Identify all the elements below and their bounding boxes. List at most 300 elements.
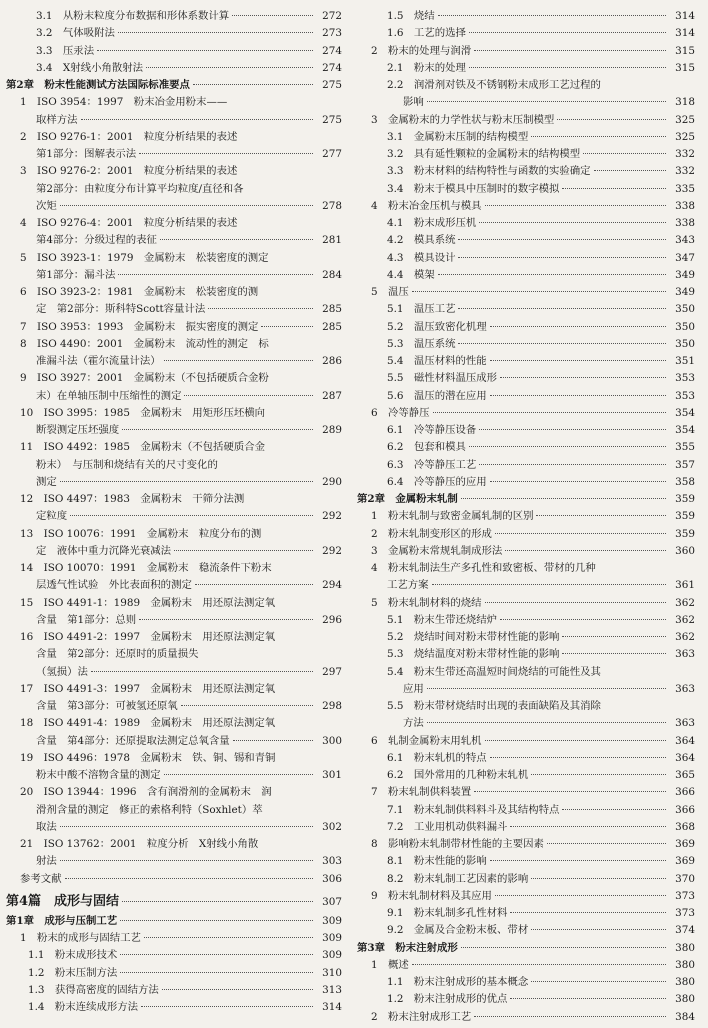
toc-entry-title (20, 284, 316, 319)
toc-entry-title (387, 267, 669, 284)
toc-entry-title (20, 439, 316, 491)
toc-entry-line (20, 802, 316, 819)
toc-entry-title (20, 836, 316, 871)
toc-page-number: 309 (322, 932, 342, 944)
toc-entry-title (20, 94, 316, 129)
toc-entry-text: 9.2 金属及合金粉末板、带材 (387, 924, 529, 937)
toc-entry-title (387, 129, 669, 146)
toc-entry (357, 905, 695, 922)
toc-entry (357, 129, 695, 146)
toc-page-number: 358 (675, 475, 695, 488)
toc-entry-text: 含量 第1部分：总则 (36, 613, 137, 626)
toc-entry-line (6, 891, 316, 913)
toc-entry (357, 370, 695, 387)
toc-entry-text: 6.1 粉末轧机的特点 (387, 751, 487, 764)
toc-entry-line (20, 577, 316, 594)
dot-leader (60, 860, 313, 861)
toc-entry-text: 12 ISO 4497：1983 金属粉末 干筛分法测 (20, 493, 245, 505)
toc-entry (6, 94, 342, 129)
dot-leader (531, 774, 666, 775)
dot-leader (118, 274, 313, 275)
toc-entry (357, 871, 695, 888)
toc-entry (357, 198, 695, 215)
dot-leader (193, 84, 313, 85)
toc-page-number: 332 (675, 148, 695, 160)
toc-entry-line (28, 965, 316, 982)
toc-entry-text: 第1部分：图解表示法 (36, 148, 137, 160)
toc-entry-title (36, 25, 316, 42)
toc-entry-title (387, 319, 669, 336)
dot-leader (485, 602, 666, 603)
toc-entry-line (357, 940, 669, 957)
toc-entry (357, 767, 695, 784)
toc-entry-title (371, 888, 669, 905)
dot-leader (458, 239, 666, 240)
toc-entry-title (20, 163, 316, 215)
toc-entry (6, 871, 342, 888)
toc-entry-title (28, 982, 316, 999)
toc-entry-text: 3 金属粉末常规轧制成形法 (371, 544, 503, 557)
toc-entry (6, 560, 342, 595)
dot-leader (469, 32, 666, 33)
toc-entry (6, 999, 342, 1016)
dot-leader (531, 878, 666, 879)
toc-entry-text: 5.1 温压工艺 (387, 303, 456, 316)
toc-entry (6, 681, 342, 716)
toc-entry (357, 508, 695, 525)
toc-entry-line (20, 491, 316, 508)
dot-leader (490, 326, 666, 327)
toc-entry-title (387, 232, 669, 249)
toc-entry-line (371, 733, 669, 750)
toc-entry (6, 750, 342, 785)
toc-entry-line (387, 94, 669, 111)
toc-entry-text: 8 ISO 4490：2001 金属粉末 流动性的测定 标 (20, 337, 269, 350)
toc-entry-line (371, 836, 669, 853)
toc-entry (357, 991, 695, 1008)
toc-entry-text: 3.1 金属粉末压制的结构模型 (387, 130, 529, 143)
toc-entry-title (387, 646, 669, 663)
toc-entry-text: 1.6 工艺的选择 (387, 27, 466, 40)
toc-page-number: 349 (675, 268, 695, 281)
toc-entry-title (20, 370, 316, 405)
toc-page-number: 298 (322, 700, 342, 712)
toc-entry (357, 77, 695, 112)
toc-entry (357, 595, 695, 612)
toc-entry-text: 粉末） 与压制和烧结有关的尺寸变化的 (36, 458, 218, 471)
toc-entry-text: 4.1 粉末成形压机 (387, 217, 477, 229)
toc-page-number: 292 (322, 510, 342, 523)
toc-entry (357, 353, 695, 370)
toc-entry-text: 3.2 气体吸附法 (36, 27, 115, 40)
toc-entry-line (387, 664, 669, 681)
toc-entry-title (357, 940, 669, 957)
toc-entry-title (387, 422, 669, 439)
toc-entry-title (20, 595, 316, 630)
toc-entry-line (371, 43, 669, 60)
toc-entry-title (371, 112, 669, 129)
dot-leader (505, 550, 666, 551)
toc-entry-line (387, 388, 669, 405)
toc-entry-text: 9.1 粉末轧制多孔性材料 (387, 907, 508, 919)
toc-entry (357, 457, 695, 474)
toc-page-number: 349 (675, 286, 695, 298)
toc-page-number: 359 (675, 510, 695, 523)
toc-entry-title (387, 163, 669, 180)
dot-leader (474, 50, 666, 51)
toc-page-number: 273 (322, 27, 342, 40)
toc-entry-title (20, 129, 316, 164)
toc-entry-text: 4 ISO 9276-4：2001 粒度分析结果的表述 (20, 217, 238, 229)
toc-entry-line (387, 853, 669, 870)
toc-page-number: 278 (322, 199, 342, 212)
toc-entry-title (20, 715, 316, 750)
toc-entry-line (371, 577, 669, 594)
dot-leader (479, 429, 666, 430)
toc-entry-text: 18 ISO 4491-4：1989 金属粉末 用还原法测定氧 (20, 717, 276, 730)
toc-entry-title (36, 43, 316, 60)
toc-entry-title (387, 301, 669, 318)
toc-entry (357, 784, 695, 801)
toc-entry (357, 146, 695, 163)
toc-entry-text: 20 ISO 13944：1996 含有润滑剂的金属粉末 润 (20, 786, 272, 799)
toc-entry-line (371, 1009, 669, 1026)
toc-entry (357, 8, 695, 25)
toc-entry-line (371, 560, 669, 577)
toc-page-number: 325 (675, 113, 695, 126)
toc-entry-title (20, 871, 316, 888)
toc-entry-title (387, 250, 669, 267)
dot-leader (531, 981, 666, 982)
toc-entry (6, 336, 342, 371)
toc-entry-title (387, 853, 669, 870)
toc-entry-text: 2 粉末注射成形工艺 (371, 1010, 472, 1023)
dot-leader (118, 32, 313, 33)
toc-page-number: 361 (675, 579, 695, 592)
toc-entry-text: 9 粉末轧制材料及其应用 (371, 889, 492, 902)
toc-entry (6, 629, 342, 681)
dot-leader (60, 826, 313, 827)
toc-entry-text: 方法 (403, 717, 424, 730)
toc-part (6, 891, 342, 913)
toc-entry-line (20, 112, 316, 129)
toc-entry-title (20, 930, 316, 947)
toc-entry-text: 第1部分：漏斗法 (36, 268, 116, 281)
toc-entry (357, 284, 695, 301)
toc-entry-text: 1 粉末的成形与固结工艺 (20, 932, 141, 944)
toc-page-number: 338 (675, 217, 695, 229)
toc-entry-title (371, 198, 669, 215)
toc-entry-line (20, 543, 316, 560)
toc-entry-line (20, 163, 316, 180)
dot-leader (412, 291, 666, 292)
toc-entry-line (20, 698, 316, 715)
toc-entry-text: 5.3 烧结温度对粉末带材性能的影响 (387, 648, 560, 661)
dot-leader (184, 395, 313, 396)
toc-entry (357, 836, 695, 853)
toc-page-number: 363 (675, 648, 695, 661)
toc-entry-line (387, 370, 669, 387)
toc-entry-title (387, 698, 669, 733)
toc-entry-line (20, 336, 316, 353)
toc-page-number: 314 (675, 10, 695, 22)
toc-page-number: 351 (675, 355, 695, 367)
toc-entry-title (36, 60, 316, 77)
toc-entry-title (387, 215, 669, 232)
toc-entry-title (387, 77, 669, 112)
toc-entry-line (387, 319, 669, 336)
toc-entry-title (371, 405, 669, 422)
toc-page-number: 369 (675, 855, 695, 868)
toc-entry-line (20, 930, 316, 947)
toc-entry-text: 2.2 润滑剂对铁及不锈钢粉末成形工艺过程的 (387, 79, 601, 91)
toc-entry-line (20, 560, 316, 577)
toc-entry-text: 7.1 粉末轧制供料料斗及其结构特点 (387, 803, 560, 816)
dot-leader (433, 412, 666, 413)
toc-entry-text: 6.3 冷等静压工艺 (387, 458, 477, 471)
toc-entry (357, 543, 695, 560)
toc-entry-text: 6.4 冷等静压的应用 (387, 475, 487, 488)
toc-entry-text: 工艺方案 (387, 579, 429, 592)
dot-leader (181, 705, 313, 706)
dot-leader (232, 15, 313, 16)
toc-entry-title (371, 595, 669, 612)
toc-entry-line (371, 526, 669, 543)
toc-page-number: 309 (322, 914, 342, 927)
toc-entry-line (20, 405, 316, 422)
toc-entry-title (20, 215, 316, 250)
toc-page-number: 296 (322, 613, 342, 626)
toc-entry-title (387, 474, 669, 491)
dot-leader (81, 119, 313, 120)
toc-entry-title (20, 526, 316, 561)
toc-entry-line (387, 819, 669, 836)
toc-entry-text: 9 ISO 3927：2001 金属粉末（不包括硬质合金粉 (20, 372, 269, 385)
toc-entry-line (20, 388, 316, 405)
toc-entry-text: 1 ISO 3954：1997 粉末冶金用粉末—— (20, 96, 228, 109)
toc-page-number: 277 (322, 148, 342, 160)
toc-entry-text: 次矩 (36, 199, 57, 212)
toc-entry (357, 612, 695, 629)
toc-entry-text: 5.1 粉末生带还烧结炉 (387, 613, 498, 626)
dot-leader (60, 481, 313, 482)
toc-entry-text: 2 粉末轧制变形区的形成 (371, 527, 492, 540)
toc-entry-title (6, 913, 316, 930)
toc-entry-text: 5.2 温压致密化机理 (387, 320, 487, 333)
toc-entry-text: 8.2 粉末轧制工艺因素的影响 (387, 872, 529, 885)
toc-page-number: 374 (675, 924, 695, 937)
toc-entry (6, 439, 342, 491)
toc-entry-title (387, 146, 669, 163)
toc-page-number: 380 (675, 958, 695, 971)
dot-leader (120, 954, 313, 955)
toc-page-number: 343 (675, 234, 695, 247)
toc-entry (6, 965, 342, 982)
toc-entry (6, 405, 342, 440)
toc-entry (6, 526, 342, 561)
toc-entry-line (387, 750, 669, 767)
toc-entry-title (20, 250, 316, 285)
toc-page-number: 363 (675, 682, 695, 695)
toc-entry (357, 1009, 695, 1026)
toc-entry (357, 232, 695, 249)
toc-page-number: 307 (322, 895, 342, 908)
toc-entry-line (20, 94, 316, 111)
dot-leader (141, 1006, 313, 1007)
toc-column-left (6, 8, 342, 1016)
toc-entry-line (387, 146, 669, 163)
toc-page-number: 303 (322, 855, 342, 868)
toc-entry-line (371, 405, 669, 422)
toc-entry-text: 影响 (403, 96, 424, 109)
toc-entry-text: 3 ISO 9276-2：2001 粒度分析结果的表述 (20, 165, 238, 178)
toc-entry-title (20, 560, 316, 595)
dot-leader (122, 901, 313, 902)
toc-chapter (6, 77, 342, 94)
toc-entry (6, 982, 342, 999)
toc-entry-text: 4.3 模具设计 (387, 251, 456, 264)
toc-entry-text: 取法 (36, 820, 57, 833)
toc-entry-line (20, 198, 316, 215)
toc-entry-line (387, 922, 669, 939)
toc-entry-line (387, 163, 669, 180)
toc-entry (357, 181, 695, 198)
toc-entry-line (387, 767, 669, 784)
dot-leader (438, 15, 666, 16)
toc-entry (6, 784, 342, 836)
toc-page-number: 314 (675, 27, 695, 40)
toc-entry-line (6, 77, 316, 94)
toc-entry-text: 参考文献 (20, 872, 62, 885)
dot-leader (233, 740, 313, 741)
toc-entry-title (20, 784, 316, 836)
dot-leader (490, 860, 666, 861)
toc-entry-text: 6.1 冷等静压设备 (387, 424, 477, 436)
toc-page-number: 332 (675, 165, 695, 178)
toc-page-number: 294 (322, 579, 342, 592)
dot-leader (146, 67, 313, 68)
toc-entry (357, 163, 695, 180)
toc-entry-text: 4.2 模具系统 (387, 234, 456, 247)
toc-page-number: 384 (675, 1010, 695, 1023)
toc-entry-text: 1.2 粉末压制方法 (28, 966, 118, 979)
toc-entry-line (387, 681, 669, 698)
toc-entry-line (20, 353, 316, 370)
toc-entry-line (387, 871, 669, 888)
toc-page-number: 286 (322, 355, 342, 367)
toc-entry (357, 888, 695, 905)
toc-page-number: 366 (675, 803, 695, 816)
dot-leader (495, 895, 666, 896)
toc-entry-title (371, 836, 669, 853)
toc-entry-title (387, 439, 669, 456)
toc-entry-line (20, 284, 316, 301)
toc-entry-text: 2 粉末的处理与润滑 (371, 44, 472, 57)
toc-entry-line (28, 999, 316, 1016)
toc-entry-line (371, 595, 669, 612)
toc-page-number: 297 (322, 665, 342, 678)
dot-leader (195, 584, 313, 585)
toc-entry (357, 319, 695, 336)
toc-column-right (357, 8, 695, 1026)
toc-entry-text: 断裂测定压坯强度 (36, 424, 120, 436)
toc-entry-line (28, 947, 316, 964)
toc-entry-line (387, 250, 669, 267)
toc-page-number: 289 (322, 424, 342, 436)
toc-entry-line (387, 629, 669, 646)
toc-page-number: 350 (675, 337, 695, 350)
toc-page-number: 370 (675, 872, 695, 885)
toc-entry-text: 2.1 粉末的处理 (387, 61, 466, 74)
dot-leader (174, 550, 313, 551)
dot-leader (458, 308, 666, 309)
dot-leader (164, 360, 313, 361)
toc-entry-line (387, 612, 669, 629)
toc-entry-line (20, 508, 316, 525)
dot-leader (427, 722, 666, 723)
toc-entry-text: 应用 (403, 682, 424, 695)
toc-entry-line (20, 439, 316, 456)
toc-entry-title (371, 784, 669, 801)
toc-entry (357, 974, 695, 991)
toc-entry-title (387, 629, 669, 646)
toc-chapter (357, 491, 695, 508)
toc-page-number: 285 (322, 320, 342, 333)
toc-entry-text: 10 ISO 3995：1985 金属粉末 用矩形压坯横向 (20, 406, 266, 419)
toc-entry-text: 5.6 温压的潜在应用 (387, 389, 487, 402)
toc-entry (357, 267, 695, 284)
dot-leader (438, 274, 666, 275)
toc-entry-line (6, 913, 316, 930)
dot-leader (479, 464, 666, 465)
toc-page-number: 364 (675, 751, 695, 764)
toc-entry (357, 43, 695, 60)
toc-page-number: 281 (322, 234, 342, 247)
toc-entry (6, 595, 342, 630)
toc-page-number: 360 (675, 544, 695, 557)
toc-entry (6, 930, 342, 947)
toc-entry-text: （氢损）法 (36, 665, 88, 678)
toc-entry (357, 733, 695, 750)
toc-entry-line (20, 370, 316, 387)
dot-leader (490, 395, 666, 396)
toc-entry-text: 测定 (36, 475, 57, 488)
toc-page-number: 274 (322, 61, 342, 74)
toc-entry-text: 5.5 粉末带材烧结时出现的表面缺陷及其消除 (387, 700, 601, 712)
dot-leader (510, 998, 666, 999)
toc-entry-line (371, 888, 669, 905)
dot-leader (91, 671, 313, 672)
toc-entry-text: 层透气性试验 外比表面积的测定 (36, 579, 192, 592)
toc-entry-line (387, 232, 669, 249)
toc-entry-line (28, 982, 316, 999)
toc-entry (357, 819, 695, 836)
dot-leader (485, 205, 666, 206)
toc-page-number: 380 (675, 976, 695, 988)
toc-entry (6, 60, 342, 77)
toc-entry (357, 802, 695, 819)
toc-entry-title (387, 336, 669, 353)
toc-entry-text: 1.4 粉末连续成形方法 (28, 1001, 139, 1013)
toc-entry-line (387, 25, 669, 42)
toc-entry (357, 250, 695, 267)
toc-entry-text: 5.5 磁性材料温压成形 (387, 372, 498, 385)
toc-page-number: 368 (675, 820, 695, 833)
dot-leader (562, 636, 666, 637)
toc-entry-line (387, 422, 669, 439)
toc-entry (6, 370, 342, 405)
dot-leader (139, 153, 313, 154)
